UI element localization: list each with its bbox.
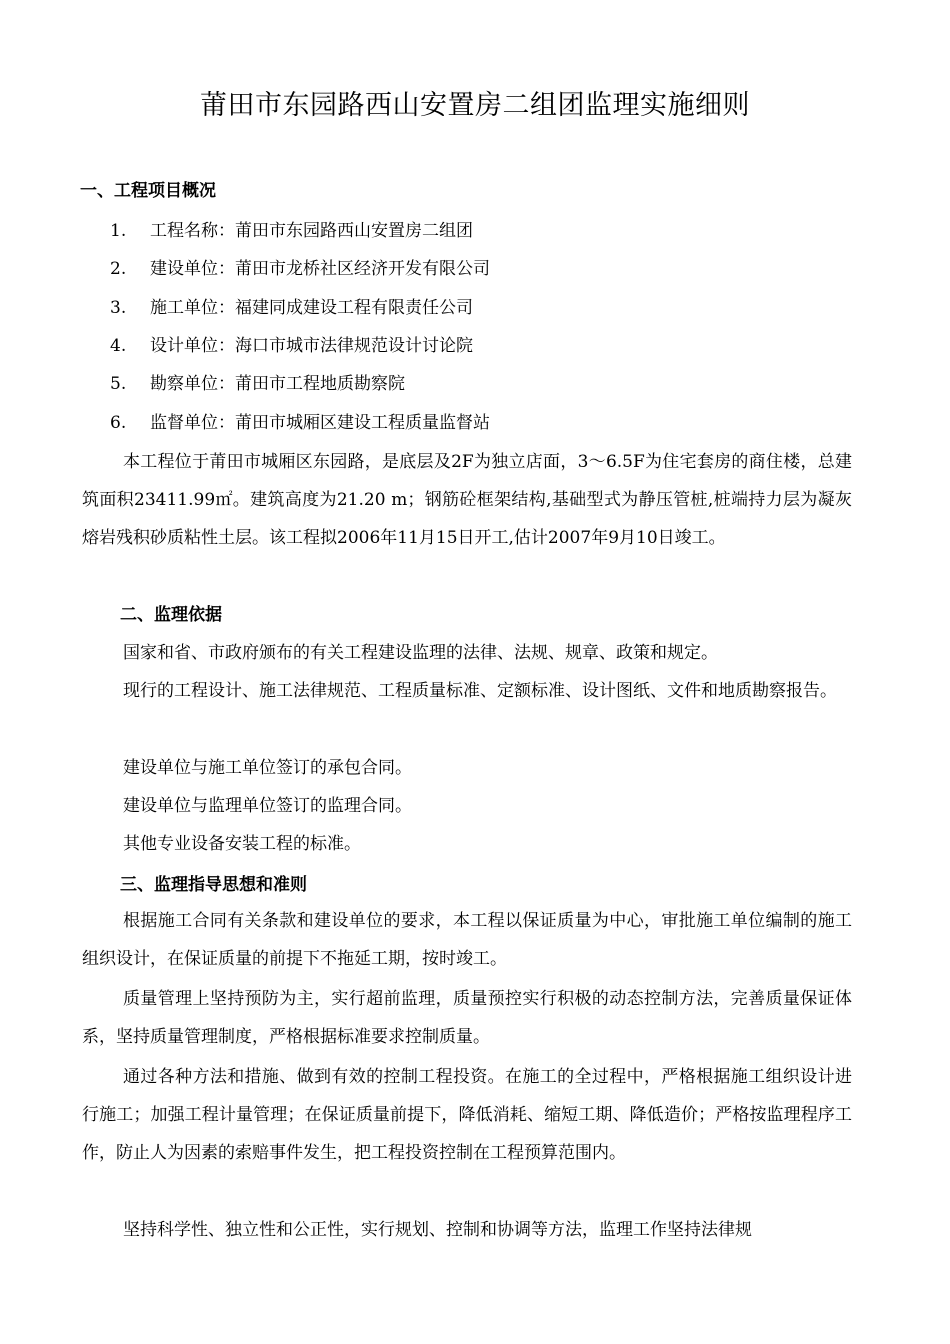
section-heading-basis: 二、监理依据 — [120, 605, 222, 625]
list-item-number: 4. — [110, 336, 127, 356]
body-paragraph: 坚持科学性、独立性和公正性，实行规划、控制和协调等方法，监理工作坚持法律规 — [123, 1220, 752, 1240]
body-paragraph: 根据施工合同有关条款和建设单位的要求，本工程以保证质量为中心，审批施工单位编制的施工组织设计，在保证质量的前提下不拖延工期，按时竣工。 — [82, 911, 852, 969]
section-heading-overview: 一、工程项目概况 — [80, 181, 216, 201]
body-paragraph: 质量管理上坚持预防为主，实行超前监理，质量预控实行积极的动态控制方法，完善质量保证体系，坚持质量管理制度，严格根据标准要求控制质量。 — [82, 989, 852, 1047]
list-item — [110, 412, 490, 434]
list-item-text: 工程名称：莆田市东园路西山安置房二组团 — [150, 221, 473, 241]
list-item-text: 施工单位：福建同成建设工程有限责任公司 — [150, 298, 473, 318]
section-heading-principles: 三、监理指导思想和准则 — [120, 875, 307, 895]
list-item-text: 监督单位：莆田市城厢区建设工程质量监督站 — [150, 413, 490, 433]
list-item-number: 5. — [110, 374, 127, 394]
list-item — [110, 373, 405, 395]
body-paragraph: 国家和省、市政府颁布的有关工程建设监理的法律、法规、规章、政策和规定。 — [123, 643, 718, 663]
list-item-number: 3. — [110, 298, 127, 318]
list-item-text: 勘察单位：莆田市工程地质勘察院 — [150, 374, 405, 394]
list-item-number: 1. — [110, 221, 127, 241]
list-item-text: 建设单位：莆田市龙桥社区经济开发有限公司 — [150, 259, 490, 279]
list-item-number: 6. — [110, 413, 127, 433]
list-item-number: 2. — [110, 259, 127, 279]
document-title: 莆田市东园路西山安置房二组团监理实施细则 — [200, 90, 750, 121]
body-paragraph: 现行的工程设计、施工法律规范、工程质量标准、定额标准、设计图纸、文件和地质勘察报告。 — [123, 681, 837, 701]
list-item — [110, 297, 473, 319]
list-item — [110, 258, 490, 280]
overview-paragraph: 本工程位于莆田市城厢区东园路，是底层及2F为独立店面，3～6.5F为住宅套房的商住楼，总建筑面积23411.99㎡。建筑高度为21.20 m；钢筋砼框架结构,基础型式为静压管桩,桩端持力层为凝灰熔岩残积砂质粘性土层。该工程拟2006年11月15日开工,估计2007年9月10日竣工。 — [82, 452, 852, 548]
body-paragraph: 建设单位与监理单位签订的监理合同。 — [123, 796, 412, 816]
body-paragraph: 通过各种方法和措施、做到有效的控制工程投资。在施工的全过程中，严格根据施工组织设计进行施工；加强工程计量管理；在保证质量前提下，降低消耗、缩短工期、降低造价；严格按监理程序工作，防止人为因素的索赔事件发生，把工程投资控制在工程预算范围内。 — [82, 1067, 852, 1163]
list-item-text: 设计单位：海口市城市法律规范设计讨论院 — [150, 336, 473, 356]
body-paragraph: 建设单位与施工单位签订的承包合同。 — [123, 758, 412, 778]
body-paragraph: 其他专业设备安装工程的标准。 — [123, 834, 361, 854]
list-item — [110, 220, 473, 242]
list-item — [110, 335, 473, 357]
